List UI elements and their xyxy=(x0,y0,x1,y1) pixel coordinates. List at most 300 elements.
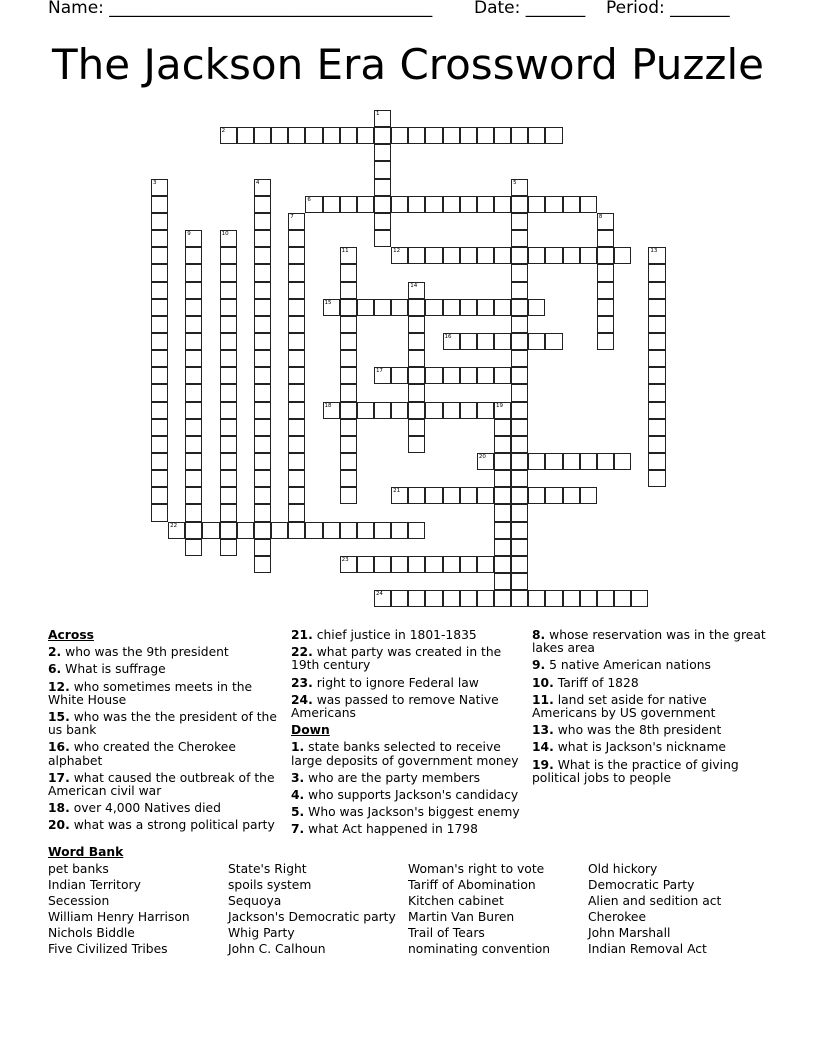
grid-cell[interactable] xyxy=(288,470,305,487)
grid-cell[interactable] xyxy=(220,316,237,333)
grid-cell[interactable] xyxy=(374,127,391,144)
grid-cell[interactable] xyxy=(220,333,237,350)
grid-cell[interactable] xyxy=(374,179,391,196)
grid-cell[interactable] xyxy=(648,333,665,350)
grid-cell[interactable] xyxy=(443,247,460,264)
grid-cell[interactable] xyxy=(511,350,528,367)
grid-cell[interactable] xyxy=(254,367,271,384)
grid-cell[interactable] xyxy=(545,453,562,470)
grid-cell[interactable] xyxy=(220,350,237,367)
grid-cell[interactable] xyxy=(220,127,237,144)
grid-cell[interactable] xyxy=(340,350,357,367)
grid-cell[interactable] xyxy=(528,453,545,470)
grid-cell[interactable] xyxy=(340,436,357,453)
grid-cell[interactable] xyxy=(151,453,168,470)
grid-cell[interactable] xyxy=(220,264,237,281)
grid-cell[interactable] xyxy=(340,299,357,316)
grid-cell[interactable] xyxy=(477,367,494,384)
grid-cell[interactable] xyxy=(185,504,202,521)
grid-cell[interactable] xyxy=(477,453,494,470)
grid-cell[interactable] xyxy=(580,247,597,264)
grid-cell[interactable] xyxy=(511,556,528,573)
grid-cell[interactable] xyxy=(254,522,271,539)
grid-cell[interactable] xyxy=(494,367,511,384)
grid-cell[interactable] xyxy=(185,367,202,384)
grid-cell[interactable] xyxy=(288,487,305,504)
grid-cell[interactable] xyxy=(511,436,528,453)
grid-cell[interactable] xyxy=(151,264,168,281)
grid-cell[interactable] xyxy=(425,196,442,213)
grid-cell[interactable] xyxy=(511,384,528,401)
grid-cell[interactable] xyxy=(408,247,425,264)
grid-cell[interactable] xyxy=(494,590,511,607)
grid-cell[interactable] xyxy=(408,419,425,436)
grid-cell[interactable] xyxy=(185,299,202,316)
grid-cell[interactable] xyxy=(443,196,460,213)
grid-cell[interactable] xyxy=(648,470,665,487)
grid-cell[interactable] xyxy=(357,402,374,419)
grid-cell[interactable] xyxy=(288,299,305,316)
grid-cell[interactable] xyxy=(494,247,511,264)
grid-cell[interactable] xyxy=(443,487,460,504)
grid-cell[interactable] xyxy=(340,367,357,384)
grid-cell[interactable] xyxy=(202,522,219,539)
grid-cell[interactable] xyxy=(597,230,614,247)
grid-cell[interactable] xyxy=(254,504,271,521)
grid-cell[interactable] xyxy=(151,487,168,504)
grid-cell[interactable] xyxy=(220,282,237,299)
grid-cell[interactable] xyxy=(288,213,305,230)
grid-cell[interactable] xyxy=(511,230,528,247)
grid-cell[interactable] xyxy=(288,436,305,453)
grid-cell[interactable] xyxy=(494,453,511,470)
grid-cell[interactable] xyxy=(648,264,665,281)
grid-cell[interactable] xyxy=(357,299,374,316)
grid-cell[interactable] xyxy=(220,436,237,453)
grid-cell[interactable] xyxy=(391,556,408,573)
grid-cell[interactable] xyxy=(528,590,545,607)
grid-cell[interactable] xyxy=(408,590,425,607)
grid-cell[interactable] xyxy=(477,127,494,144)
grid-cell[interactable] xyxy=(563,247,580,264)
grid-cell[interactable] xyxy=(254,196,271,213)
grid-cell[interactable] xyxy=(511,282,528,299)
grid-cell[interactable] xyxy=(357,522,374,539)
grid-cell[interactable] xyxy=(288,127,305,144)
grid-cell[interactable] xyxy=(460,487,477,504)
grid-cell[interactable] xyxy=(511,402,528,419)
grid-cell[interactable] xyxy=(443,556,460,573)
grid-cell[interactable] xyxy=(511,573,528,590)
grid-cell[interactable] xyxy=(391,487,408,504)
grid-cell[interactable] xyxy=(288,230,305,247)
grid-cell[interactable] xyxy=(511,539,528,556)
grid-cell[interactable] xyxy=(511,590,528,607)
grid-cell[interactable] xyxy=(425,367,442,384)
grid-cell[interactable] xyxy=(425,247,442,264)
grid-cell[interactable] xyxy=(168,522,185,539)
grid-cell[interactable] xyxy=(220,402,237,419)
grid-cell[interactable] xyxy=(528,247,545,264)
grid-cell[interactable] xyxy=(580,453,597,470)
grid-cell[interactable] xyxy=(408,350,425,367)
grid-cell[interactable] xyxy=(151,179,168,196)
grid-cell[interactable] xyxy=(408,487,425,504)
grid-cell[interactable] xyxy=(408,299,425,316)
grid-cell[interactable] xyxy=(545,247,562,264)
grid-cell[interactable] xyxy=(340,402,357,419)
grid-cell[interactable] xyxy=(237,522,254,539)
grid-cell[interactable] xyxy=(648,299,665,316)
grid-cell[interactable] xyxy=(374,144,391,161)
grid-cell[interactable] xyxy=(494,127,511,144)
grid-cell[interactable] xyxy=(305,127,322,144)
grid-cell[interactable] xyxy=(511,299,528,316)
grid-cell[interactable] xyxy=(288,504,305,521)
grid-cell[interactable] xyxy=(151,402,168,419)
grid-cell[interactable] xyxy=(443,299,460,316)
grid-cell[interactable] xyxy=(511,487,528,504)
grid-cell[interactable] xyxy=(357,556,374,573)
grid-cell[interactable] xyxy=(220,539,237,556)
grid-cell[interactable] xyxy=(254,419,271,436)
grid-cell[interactable] xyxy=(460,402,477,419)
grid-cell[interactable] xyxy=(494,196,511,213)
grid-cell[interactable] xyxy=(563,196,580,213)
grid-cell[interactable] xyxy=(477,299,494,316)
grid-cell[interactable] xyxy=(220,487,237,504)
grid-cell[interactable] xyxy=(185,316,202,333)
grid-cell[interactable] xyxy=(340,282,357,299)
grid-cell[interactable] xyxy=(151,196,168,213)
grid-cell[interactable] xyxy=(340,316,357,333)
grid-cell[interactable] xyxy=(288,419,305,436)
grid-cell[interactable] xyxy=(323,196,340,213)
grid-cell[interactable] xyxy=(340,264,357,281)
grid-cell[interactable] xyxy=(648,384,665,401)
grid-cell[interactable] xyxy=(614,590,631,607)
grid-cell[interactable] xyxy=(494,539,511,556)
grid-cell[interactable] xyxy=(374,161,391,178)
grid-cell[interactable] xyxy=(254,299,271,316)
grid-cell[interactable] xyxy=(185,522,202,539)
grid-cell[interactable] xyxy=(528,487,545,504)
grid-cell[interactable] xyxy=(151,316,168,333)
grid-cell[interactable] xyxy=(185,487,202,504)
grid-cell[interactable] xyxy=(185,350,202,367)
grid-cell[interactable] xyxy=(340,333,357,350)
grid-cell[interactable] xyxy=(340,522,357,539)
grid-cell[interactable] xyxy=(185,539,202,556)
grid-cell[interactable] xyxy=(494,333,511,350)
grid-cell[interactable] xyxy=(374,110,391,127)
grid-cell[interactable] xyxy=(254,402,271,419)
grid-cell[interactable] xyxy=(220,384,237,401)
grid-cell[interactable] xyxy=(580,487,597,504)
grid-cell[interactable] xyxy=(391,247,408,264)
grid-cell[interactable] xyxy=(151,299,168,316)
grid-cell[interactable] xyxy=(460,367,477,384)
grid-cell[interactable] xyxy=(477,196,494,213)
grid-cell[interactable] xyxy=(185,453,202,470)
grid-cell[interactable] xyxy=(340,127,357,144)
grid-cell[interactable] xyxy=(460,333,477,350)
grid-cell[interactable] xyxy=(151,230,168,247)
period-field[interactable]: Period: _______ xyxy=(606,0,730,18)
grid-cell[interactable] xyxy=(580,196,597,213)
grid-cell[interactable] xyxy=(323,299,340,316)
grid-cell[interactable] xyxy=(443,402,460,419)
grid-cell[interactable] xyxy=(494,419,511,436)
grid-cell[interactable] xyxy=(563,487,580,504)
grid-cell[interactable] xyxy=(374,367,391,384)
grid-cell[interactable] xyxy=(254,556,271,573)
grid-cell[interactable] xyxy=(254,539,271,556)
grid-cell[interactable] xyxy=(220,504,237,521)
grid-cell[interactable] xyxy=(460,556,477,573)
grid-cell[interactable] xyxy=(494,470,511,487)
grid-cell[interactable] xyxy=(494,556,511,573)
grid-cell[interactable] xyxy=(340,196,357,213)
grid-cell[interactable] xyxy=(220,299,237,316)
grid-cell[interactable] xyxy=(185,230,202,247)
grid-cell[interactable] xyxy=(288,316,305,333)
grid-cell[interactable] xyxy=(494,487,511,504)
grid-cell[interactable] xyxy=(545,333,562,350)
grid-cell[interactable] xyxy=(374,299,391,316)
grid-cell[interactable] xyxy=(391,367,408,384)
grid-cell[interactable] xyxy=(545,196,562,213)
grid-cell[interactable] xyxy=(494,504,511,521)
grid-cell[interactable] xyxy=(477,402,494,419)
grid-cell[interactable] xyxy=(511,419,528,436)
grid-cell[interactable] xyxy=(528,299,545,316)
grid-cell[interactable] xyxy=(220,453,237,470)
grid-cell[interactable] xyxy=(374,556,391,573)
grid-cell[interactable] xyxy=(494,436,511,453)
grid-cell[interactable] xyxy=(443,333,460,350)
grid-cell[interactable] xyxy=(374,213,391,230)
grid-cell[interactable] xyxy=(408,367,425,384)
grid-cell[interactable] xyxy=(254,127,271,144)
grid-cell[interactable] xyxy=(220,367,237,384)
grid-cell[interactable] xyxy=(614,453,631,470)
grid-cell[interactable] xyxy=(408,522,425,539)
grid-cell[interactable] xyxy=(408,282,425,299)
grid-cell[interactable] xyxy=(408,333,425,350)
grid-cell[interactable] xyxy=(254,470,271,487)
grid-cell[interactable] xyxy=(511,453,528,470)
grid-cell[interactable] xyxy=(374,590,391,607)
grid-cell[interactable] xyxy=(237,127,254,144)
grid-cell[interactable] xyxy=(580,590,597,607)
grid-cell[interactable] xyxy=(511,333,528,350)
grid-cell[interactable] xyxy=(254,247,271,264)
grid-cell[interactable] xyxy=(563,590,580,607)
grid-cell[interactable] xyxy=(425,127,442,144)
grid-cell[interactable] xyxy=(477,487,494,504)
grid-cell[interactable] xyxy=(254,316,271,333)
grid-cell[interactable] xyxy=(323,127,340,144)
date-field[interactable]: Date: _______ xyxy=(474,0,586,18)
grid-cell[interactable] xyxy=(408,127,425,144)
grid-cell[interactable] xyxy=(528,333,545,350)
grid-cell[interactable] xyxy=(151,282,168,299)
grid-cell[interactable] xyxy=(425,556,442,573)
grid-cell[interactable] xyxy=(511,179,528,196)
grid-cell[interactable] xyxy=(254,213,271,230)
grid-cell[interactable] xyxy=(391,590,408,607)
grid-cell[interactable] xyxy=(545,127,562,144)
grid-cell[interactable] xyxy=(443,127,460,144)
grid-cell[interactable] xyxy=(425,487,442,504)
grid-cell[interactable] xyxy=(425,299,442,316)
grid-cell[interactable] xyxy=(511,127,528,144)
grid-cell[interactable] xyxy=(408,196,425,213)
grid-cell[interactable] xyxy=(220,230,237,247)
grid-cell[interactable] xyxy=(391,196,408,213)
grid-cell[interactable] xyxy=(254,333,271,350)
grid-cell[interactable] xyxy=(254,282,271,299)
grid-cell[interactable] xyxy=(340,470,357,487)
grid-cell[interactable] xyxy=(494,402,511,419)
grid-cell[interactable] xyxy=(185,436,202,453)
grid-cell[interactable] xyxy=(357,127,374,144)
grid-cell[interactable] xyxy=(494,299,511,316)
grid-cell[interactable] xyxy=(288,402,305,419)
grid-cell[interactable] xyxy=(391,402,408,419)
grid-cell[interactable] xyxy=(185,384,202,401)
grid-cell[interactable] xyxy=(648,282,665,299)
grid-cell[interactable] xyxy=(185,247,202,264)
grid-cell[interactable] xyxy=(271,127,288,144)
grid-cell[interactable] xyxy=(220,419,237,436)
grid-cell[interactable] xyxy=(254,264,271,281)
grid-cell[interactable] xyxy=(511,522,528,539)
grid-cell[interactable] xyxy=(460,299,477,316)
grid-cell[interactable] xyxy=(511,247,528,264)
grid-cell[interactable] xyxy=(545,590,562,607)
grid-cell[interactable] xyxy=(288,247,305,264)
grid-cell[interactable] xyxy=(477,333,494,350)
grid-cell[interactable] xyxy=(288,367,305,384)
grid-cell[interactable] xyxy=(288,453,305,470)
grid-cell[interactable] xyxy=(443,590,460,607)
grid-cell[interactable] xyxy=(408,436,425,453)
grid-cell[interactable] xyxy=(597,282,614,299)
grid-cell[interactable] xyxy=(151,333,168,350)
grid-cell[interactable] xyxy=(185,419,202,436)
grid-cell[interactable] xyxy=(460,196,477,213)
grid-cell[interactable] xyxy=(511,196,528,213)
grid-cell[interactable] xyxy=(323,402,340,419)
grid-cell[interactable] xyxy=(597,453,614,470)
grid-cell[interactable] xyxy=(374,522,391,539)
grid-cell[interactable] xyxy=(288,350,305,367)
grid-cell[interactable] xyxy=(597,333,614,350)
grid-cell[interactable] xyxy=(340,556,357,573)
grid-cell[interactable] xyxy=(631,590,648,607)
grid-cell[interactable] xyxy=(408,402,425,419)
grid-cell[interactable] xyxy=(323,522,340,539)
grid-cell[interactable] xyxy=(648,402,665,419)
grid-cell[interactable] xyxy=(151,419,168,436)
grid-cell[interactable] xyxy=(151,436,168,453)
grid-cell[interactable] xyxy=(254,487,271,504)
grid-cell[interactable] xyxy=(597,299,614,316)
grid-cell[interactable] xyxy=(185,282,202,299)
grid-cell[interactable] xyxy=(151,504,168,521)
grid-cell[interactable] xyxy=(648,453,665,470)
grid-cell[interactable] xyxy=(254,384,271,401)
grid-cell[interactable] xyxy=(460,127,477,144)
grid-cell[interactable] xyxy=(220,247,237,264)
grid-cell[interactable] xyxy=(648,367,665,384)
grid-cell[interactable] xyxy=(614,247,631,264)
grid-cell[interactable] xyxy=(460,247,477,264)
grid-cell[interactable] xyxy=(288,264,305,281)
grid-cell[interactable] xyxy=(408,556,425,573)
grid-cell[interactable] xyxy=(477,590,494,607)
grid-cell[interactable] xyxy=(511,367,528,384)
grid-cell[interactable] xyxy=(391,299,408,316)
grid-cell[interactable] xyxy=(305,196,322,213)
grid-cell[interactable] xyxy=(563,453,580,470)
grid-cell[interactable] xyxy=(151,367,168,384)
grid-cell[interactable] xyxy=(185,333,202,350)
grid-cell[interactable] xyxy=(288,384,305,401)
grid-cell[interactable] xyxy=(185,470,202,487)
grid-cell[interactable] xyxy=(254,453,271,470)
grid-cell[interactable] xyxy=(511,264,528,281)
grid-cell[interactable] xyxy=(151,350,168,367)
grid-cell[interactable] xyxy=(648,350,665,367)
grid-cell[interactable] xyxy=(185,402,202,419)
grid-cell[interactable] xyxy=(374,402,391,419)
grid-cell[interactable] xyxy=(443,367,460,384)
grid-cell[interactable] xyxy=(340,419,357,436)
grid-cell[interactable] xyxy=(185,264,202,281)
grid-cell[interactable] xyxy=(408,384,425,401)
grid-cell[interactable] xyxy=(254,350,271,367)
grid-cell[interactable] xyxy=(597,247,614,264)
grid-cell[interactable] xyxy=(460,590,477,607)
grid-cell[interactable] xyxy=(597,316,614,333)
grid-cell[interactable] xyxy=(220,470,237,487)
grid-cell[interactable] xyxy=(408,316,425,333)
grid-cell[interactable] xyxy=(597,213,614,230)
grid-cell[interactable] xyxy=(374,230,391,247)
grid-cell[interactable] xyxy=(340,453,357,470)
name-field[interactable]: Name: ______________________________________ xyxy=(48,0,433,18)
grid-cell[interactable] xyxy=(545,487,562,504)
grid-cell[interactable] xyxy=(254,179,271,196)
grid-cell[interactable] xyxy=(494,573,511,590)
grid-cell[interactable] xyxy=(511,213,528,230)
grid-cell[interactable] xyxy=(425,402,442,419)
grid-cell[interactable] xyxy=(357,196,374,213)
grid-cell[interactable] xyxy=(151,384,168,401)
grid-cell[interactable] xyxy=(477,556,494,573)
grid-cell[interactable] xyxy=(648,419,665,436)
grid-cell[interactable] xyxy=(254,230,271,247)
grid-cell[interactable] xyxy=(511,470,528,487)
grid-cell[interactable] xyxy=(340,487,357,504)
grid-cell[interactable] xyxy=(288,333,305,350)
grid-cell[interactable] xyxy=(391,522,408,539)
grid-cell[interactable] xyxy=(425,590,442,607)
grid-cell[interactable] xyxy=(528,196,545,213)
